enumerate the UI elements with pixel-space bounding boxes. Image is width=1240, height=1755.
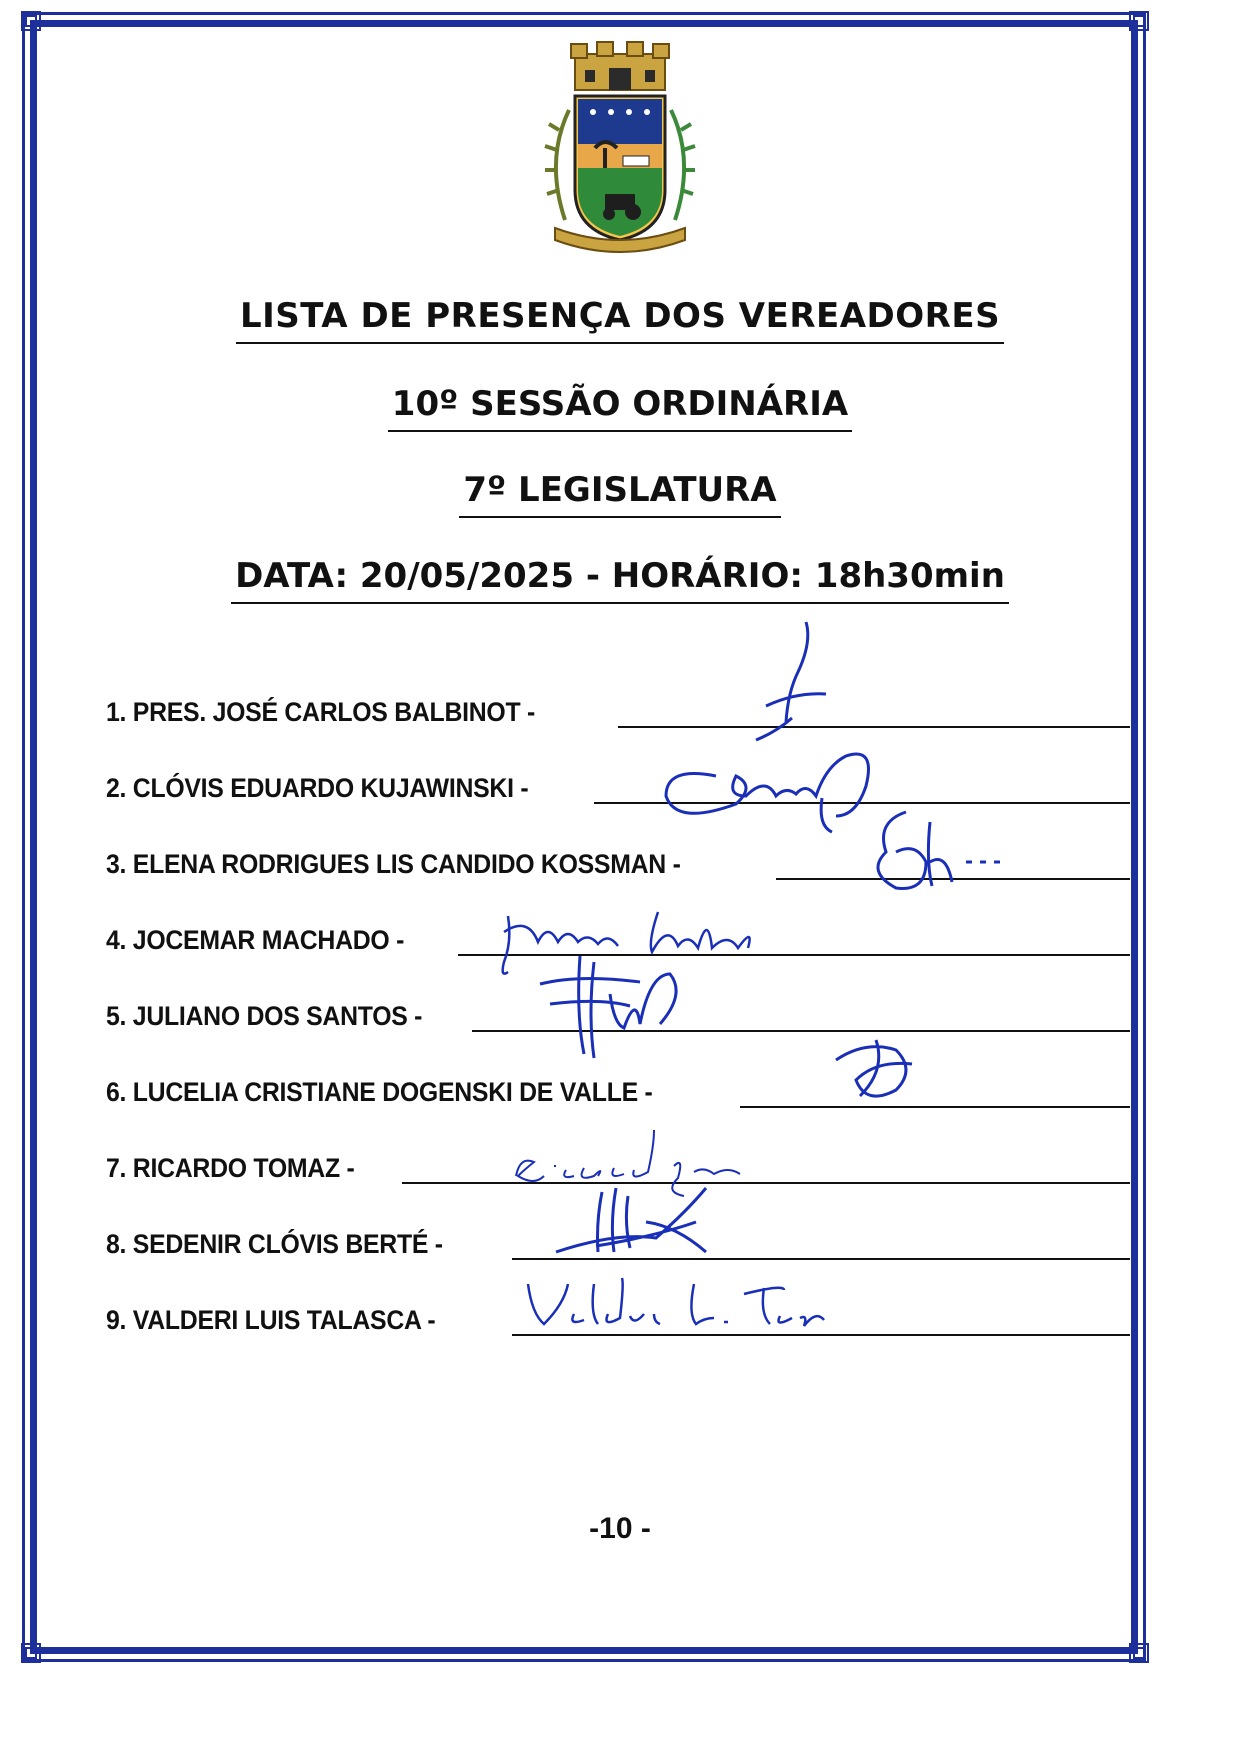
page-border-inner — [30, 20, 1138, 1654]
corner-ornament-icon — [1128, 10, 1150, 32]
signature-line — [740, 1106, 1130, 1108]
attendee-name: 4. JOCEMAR MACHADO - — [106, 925, 405, 955]
attendee-name: 1. PRES. JOSÉ CARLOS BALBINOT - — [106, 697, 535, 727]
corner-ornament-icon — [1128, 1642, 1150, 1664]
signature-line — [594, 802, 1130, 804]
signature-line — [458, 954, 1130, 956]
attendee-name: 2. CLÓVIS EDUARDO KUJAWINSKI - — [106, 773, 529, 803]
signature-line — [472, 1030, 1130, 1032]
list-item — [106, 994, 1130, 1034]
attendee-name: 9. VALDERI LUIS TALASCA - — [106, 1305, 436, 1335]
corner-ornament-icon — [20, 1642, 42, 1664]
list-item — [106, 918, 1130, 958]
signature-line — [776, 878, 1130, 880]
attendee-name: 5. JULIANO DOS SANTOS - — [106, 1001, 423, 1031]
attendee-name: 8. SEDENIR CLÓVIS BERTÉ - — [106, 1229, 443, 1259]
session-title: 10º SESSÃO ORDINÁRIA — [0, 384, 1240, 424]
list-item — [106, 690, 1130, 730]
legislature-title: 7º LEGISLATURA — [0, 470, 1240, 510]
signature-line — [618, 726, 1130, 728]
document-title: LISTA DE PRESENÇA DOS VEREADORES — [0, 296, 1240, 336]
signature-line — [512, 1258, 1130, 1260]
list-item — [106, 1146, 1130, 1186]
list-item — [106, 1070, 1130, 1110]
page-number: -10 - — [589, 1512, 651, 1545]
signature-line — [402, 1182, 1130, 1184]
date-time-line: DATA: 20/05/2025 - HORÁRIO: 18h30min — [0, 556, 1240, 596]
corner-ornament-icon — [20, 10, 42, 32]
signature-line — [512, 1334, 1130, 1336]
list-item — [106, 766, 1130, 806]
list-item — [106, 1298, 1130, 1338]
attendee-name: 3. ELENA RODRIGUES LIS CANDIDO KOSSMAN - — [106, 849, 681, 879]
list-item — [106, 1222, 1130, 1262]
coat-of-arms-icon — [535, 40, 705, 262]
attendee-name: 6. LUCELIA CRISTIANE DOGENSKI DE VALLE - — [106, 1077, 653, 1107]
list-item — [106, 842, 1130, 882]
attendee-name: 7. RICARDO TOMAZ - — [106, 1153, 355, 1183]
